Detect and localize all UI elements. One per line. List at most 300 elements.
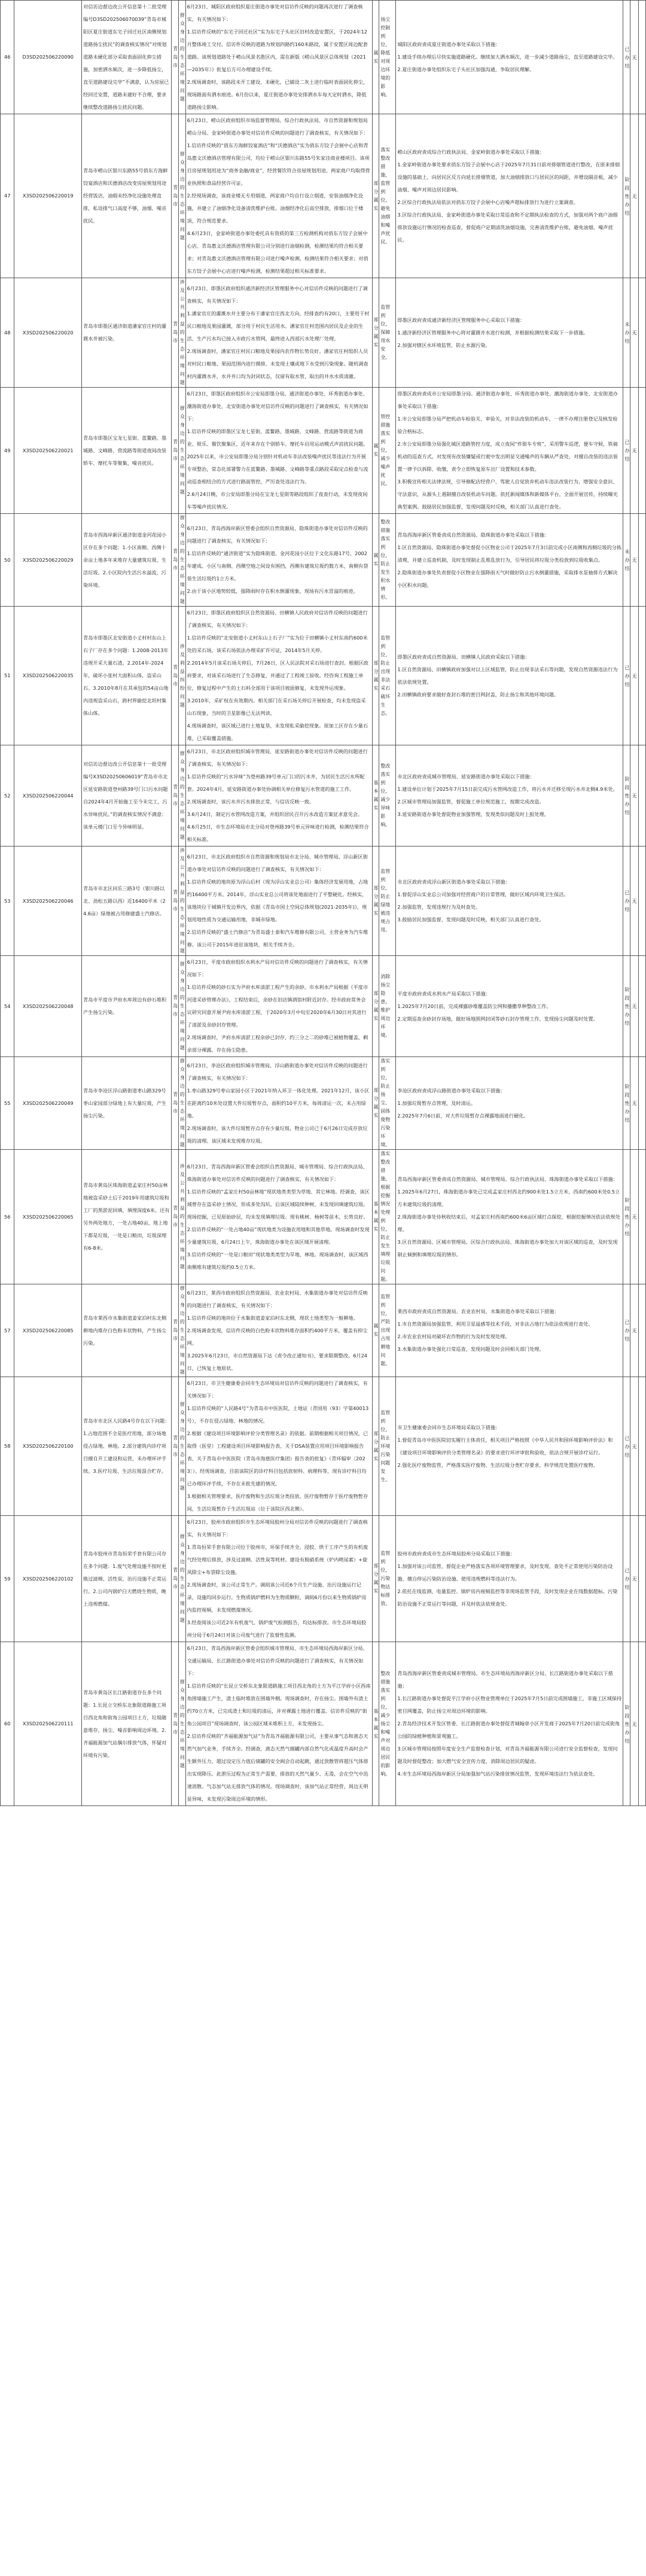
paragraph: 2.区综合行政执法局依法对俏东方饺子会展中心店噪声超标排放行为进行立案调查。 xyxy=(397,199,578,205)
row-number: 57 xyxy=(1,1284,14,1377)
paragraph: 3.经查阅该公司近2年有机废气、锅炉废气检测报告，均达标排放。市生态环境局胶州分局于6月24日对该公司废气进行了监督性监测。 xyxy=(187,1619,367,1638)
paragraph: 市北区政府责成城市管理局、延安路街道办事处采取以下措施： xyxy=(397,774,535,780)
rectification-measures xyxy=(396,1516,623,1642)
case-id: X3SD202506220049 xyxy=(14,1057,82,1150)
paragraph: 2.现场调查时，该公司正常生产。调阅该公司近6个月生产设施、治污设施运行记录，设施均同步运行。生物质锅炉燃料为生物质颗粒，调阅6月份以来生物质锅炉房内监控视频，未发现燃煤情况。 xyxy=(187,1582,367,1613)
investigation-result xyxy=(185,1,372,114)
case-id: X3SD202506220102 xyxy=(14,1516,82,1642)
issue-type-cell: 群众身边的生态环境问题 xyxy=(178,1,185,114)
extra-column-cell xyxy=(639,1284,646,1377)
verification-cell: 部分属实 xyxy=(372,1377,379,1516)
row-number: 47 xyxy=(1,114,14,278)
issue-description: 青岛市市北区同乐三路3号（银川路以北、劲松五路以西）近16400平米（24.6亩）绿地被占用修建盛士汽修店。 xyxy=(82,847,172,956)
rectification-measures xyxy=(396,745,623,847)
paragraph: 3.信访件反映的“一处是口粮田”现状地类类型为旱地、林地。现场调查时，该区域西南侧堆有建筑垃圾约0.5立方米。 xyxy=(187,1251,368,1270)
table-row xyxy=(1,278,646,388)
paragraph: 2.依托在线监测、电量监控、锅炉房内视频监控等非现场监管手段，及时发现企业在线数据超标、污染防治设施不正常运行等问题，并及时依法依规查处。 xyxy=(397,1588,618,1607)
completion-status: 已办结 xyxy=(623,847,630,956)
paragraph: 6月23日，市北区政府组织城市管理局、延安路街道办事处对信访件反映的问题进行了调查核实，有关情况如下： xyxy=(187,748,368,767)
paragraph: 1.区自然资源局、隐珠街道办事处督促小区物业公司于2025年7月3日前完成小区南侧和西侧垃圾的分拣清理，并建立巡查机制，及时发现制止乱堆乱放行为，引导居民将垃圾分类投放到垃圾收集点。 xyxy=(397,544,622,563)
table-body xyxy=(1,1,646,1806)
city-cell: 青岛市 xyxy=(172,1377,179,1516)
completion-status: 阶段性办结 xyxy=(623,745,630,847)
paragraph: 1.督促青岛市中医医院切实履行主体责任，相关项目严格按照《中华人民共和国环境影响评价法》和《建设项目环境影响评价分类管理名录》的要求进行环评审批和验收，依法合规开展诊疗运行。 xyxy=(397,1436,613,1456)
paragraph: 1.信访件反映的“污水异味”为登州路39号单元门口的污水井，为居民生活污水所配套。2024年4月，延安路街道办事处协调相关单位修复污水管道的施工工作。 xyxy=(187,774,365,792)
issue-type-cell: 群众身边的生态环境问题 xyxy=(178,956,185,1057)
extra-column-cell xyxy=(639,278,646,388)
paragraph: 6月23日，市卫生健康委会同市生态环境局对信访件反映的问题进行了调查核实，有关情况如下： xyxy=(187,1380,368,1399)
case-id: X3SD202506220111 xyxy=(14,1642,82,1806)
completion-status: 未办结 xyxy=(623,278,630,388)
paragraph: 6月23日，城阳区政府组织夏庄街道办事处对信访件反映的问题再次进行了调查核实，有关情况如下： xyxy=(187,4,363,22)
extra-column-cell xyxy=(639,114,646,278)
accountability-cell: 无 xyxy=(630,847,639,956)
paragraph: 3.2010年，采矿权在有效期内。相关部门在采石场关停后开展检查，均未发现盗采山石现象，当时的卫星影像已无法判读。 xyxy=(187,698,366,716)
paragraph: 6月23日，青岛西海岸新区管委会组织自然资源局、隐珠街道办事处对信访件反映的问题进行了调查核实，有关情况如下： xyxy=(187,525,368,544)
expected-effect: 落实整改措施，监管到位，避免油烟和噪声扰民。 xyxy=(379,114,396,278)
expected-effect: 整改措施落实到位，减少扬尘和噪声对周边居民的影响。 xyxy=(379,1642,396,1806)
completion-status: 阶段性办结 xyxy=(623,1150,630,1284)
table-row xyxy=(1,1150,646,1284)
case-id: X3SD202506220035 xyxy=(14,607,82,745)
paragraph: 2.现场调查时，尹府水库清淤工程余砂已封存，约三分之二的砂堆已被植物覆盖，剩余部分裸露，存在扬尘隐患。 xyxy=(187,1034,368,1053)
paragraph: 1.建设单位计划于2025年7月15日前完成污水管网改造工作，将污水井迁移至现污水井北侧4.9米处。 xyxy=(397,786,618,792)
issue-description: 青岛市即墨区宝龙七星街、蓝鳌路、墨城路、文峰路、营流路等街道夜间改装轿车、摩托车等聚集，噪音扰民。 xyxy=(82,388,172,514)
table-row xyxy=(1,1377,646,1516)
verification-cell: 基本属实 xyxy=(372,1642,379,1806)
paragraph: 2.信访件反映的“盛士汽修店”为青岛盛士泰和汽车维修有限公司，主营业务为汽车维修。该公司于2015年进驻该地块，相关手续齐全。 xyxy=(187,929,368,948)
paragraph: 1.长江路街道办事处督促平江学府小区物业管理单位于2025年7月5日前完成围墙施工，非施工区域保持密目网覆盖，防止扬尘对周边环境的影响。 xyxy=(397,1695,622,1714)
accountability-cell: 无 xyxy=(630,1642,639,1806)
paragraph: 2.加强监管，发现违规行为及时查处。 xyxy=(397,904,481,910)
paragraph: 3.2025年6月23日，市自然资源局下达《责令改正通知书》，要求限期整改。6月24日，已恢复土地原状。 xyxy=(187,1352,368,1371)
completion-status: 未办结 xyxy=(623,514,630,607)
investigation-result xyxy=(185,514,372,607)
issue-description: 青岛市胶州市青岛恒荣手套有限公司存在多个问题：1.废气处理设施不按时更换过滤棉、活性炭，治污设施不正常运行。2.公司内锅炉白天燃烧生物质，晚上违规燃煤。 xyxy=(82,1516,172,1642)
paragraph: 2.根据《建设项目环境影响评价分类管理名录》的依据。前期根据相关项目情况，已取得（医堂）工程建设项目环境影响报告表、关于DSA装置应用项目环境影响报告表、关于青岛市中医医院（青岛市海慈医疗集团）报告表的批复》（青环辐审〔2023〕）。经现场调查，目前该院区的诊疗科目包括放射科、病理科等，现有诊疗科目均已办理环评手续，不存在未批先建的情况。 xyxy=(187,1430,368,1487)
completion-status: 阶段性办结 xyxy=(623,1057,630,1150)
completion-status: 已办结 xyxy=(623,1284,630,1377)
paragraph: 6月23日，李沧区政府组织城市管理局、浮山路街道办事处对信访件反映的问题进行了调查核实，有关情况如下： xyxy=(187,1062,368,1081)
investigation-result xyxy=(185,1642,372,1806)
accountability-cell: 无 xyxy=(630,745,639,847)
paragraph: 2.市农业农村局对破坏农作物的行为及时发现处理。 xyxy=(397,1333,510,1339)
completion-status: 已办结 xyxy=(623,1377,630,1516)
case-id: X3SD202506220021 xyxy=(14,388,82,514)
paragraph: 平度市政府责成水利水产局采取以下措施： xyxy=(397,990,490,997)
paragraph: 2.2025年7月6日前，对大件垃圾暂存点裸露地面进行硬化。 xyxy=(397,1112,529,1119)
city-cell: 青岛市 xyxy=(172,847,179,956)
city-cell: 青岛市 xyxy=(172,278,179,388)
issue-description: 对信访边督边改公开信息第十一批受理编号X3SD20250606019“青岛市市北区延安路街道登州路39号门口污水问题自2024年4月开始施工至今未完工，污水异味扰民。”的调查核实情况不满意：该单元楼门口至今异味明显。 xyxy=(82,745,172,847)
investigation-result xyxy=(185,607,372,745)
paragraph: 3.积极宣传相关法律法规，引导修配店经营户、驾驶人自觉放弃机动车违法改装行为，增强安全意识、守法意识，从源头上遏制擅自改装机动车问题。依托新闻媒体和新媒体平台，全面开展宣传，持续曝光典型案例。鼓励居民加强监督，发现问题及时反映，相关部门认真进行查处。 xyxy=(397,479,618,510)
paragraph: 6月23日，青岛西海岸新区管委会组织城市管理局、市生态环境局西海岸新区分局、交通运输局、长江路街道办事处对信访件反映的问题进行了调查核实，有关情况如下： xyxy=(187,1645,368,1676)
case-id: X3SD202506220085 xyxy=(14,1284,82,1377)
paragraph: 1.区自然资源局、田横镇政府加强对以上区域监管，防止出现非法采石等问题，发现自然资源违法行为依法依规处置。 xyxy=(397,666,618,685)
extra-column-cell xyxy=(639,514,646,607)
investigation-result xyxy=(185,1150,372,1284)
accountability-cell: 无 xyxy=(630,514,639,607)
paragraph: 1.信访件反映的“俏东方海鲜饺宴酒店”和“沃德酒店”实为俏东方饺子会展中心店和青岛惠文沃德酒店管理有限公司，均位于崂山区银川东路55号朱家洼商业楼项目。该项目房屋规划用途为“商务金融/商业”，经营餐饮符合房屋规划用途。两家商户均取得营业执照和食品经营许可证。 xyxy=(187,142,370,186)
rectification-measures xyxy=(396,1377,623,1516)
extra-column-cell xyxy=(639,1,646,114)
city-cell: 青岛市 xyxy=(172,1642,179,1806)
paragraph: 即墨区政府责成自然资源局、田横镇人民政府采取以下措施： xyxy=(397,653,530,660)
paragraph: 1.督促浮山实业总公司加强对经营商户的日常管理，做好区域内环境卫生保洁。 xyxy=(397,891,569,897)
city-cell: 青岛市 xyxy=(172,1057,179,1150)
paragraph: 2.田横镇政府要求做好查封石堆的密目网封盖，防止扬尘和其他环境问题。 xyxy=(397,691,559,698)
paragraph: 3.鼓励居民加强监督，发现问题及时反映，相关部门认真进行查处。 xyxy=(397,916,544,922)
paragraph: 6月23日，崂山区政府组织市场监督管理局、综合行政执法局、市自然资源和规划局崂山分局、金家岭街道办事处对信访件反映的问题进行了调查核实，有关情况如下： xyxy=(187,117,368,136)
extra-column-cell xyxy=(639,1377,646,1516)
investigation-result xyxy=(185,956,372,1057)
paragraph: 3.区城市管理局按照年度安全生产监督检查计划，对青岛齐福能源有限公司进行安全监督检查，发现问题及时督促整改；加大燃气安全宣传力度，消除周边居民的疑虑。 xyxy=(397,1746,618,1764)
issue-type-cell: 群众身边的生态环境问题 xyxy=(178,114,185,278)
table-row xyxy=(1,1057,646,1150)
verification-cell: 部分属实 xyxy=(372,278,379,388)
city-cell: 青岛市 xyxy=(172,1284,179,1377)
paragraph: 1.市公安局即墨分局严把机动车检验关、审验关，对非法改装的机动车，一律不办理注册登记及核发检验合格标志。 xyxy=(397,416,618,434)
row-number: 48 xyxy=(1,278,14,388)
paragraph: 3.水集街道办事处强化日常巡查，发现问题及时会同相关部门处理。 xyxy=(397,1346,544,1352)
row-number: 53 xyxy=(1,847,14,956)
verification-cell: 基本属实 xyxy=(372,1150,379,1284)
issue-type-cell: 涉及公共利益的生态环境问题 xyxy=(178,278,185,388)
expected-effect: 落实到位，防止扬尘、固体废物污染环境。 xyxy=(379,1057,396,1150)
paragraph: 2.青岛经济技术开发区管委、长江路街道办事处督促青城翰章小区开发商于2025年7月20日前完成街角公园的绿植种植和景观施工。 xyxy=(397,1721,620,1739)
paragraph: 1.建设手续办理后尽快实施道路硬化。继续加大洒水频次，进一步减少道路扬尘，直至道路建设完毕。 xyxy=(397,54,618,60)
investigation-result xyxy=(185,114,372,278)
accountability-cell: 无 xyxy=(630,1516,639,1642)
extra-column-cell xyxy=(639,847,646,956)
investigation-result xyxy=(185,745,372,847)
issue-description: 青岛市黄岛区珠海街道孟家庄村50亩林地被盗采砂土后于2019年用建筑垃圾和工厂的黑淤泥回填，填埋深度6米。还有另外两处地方，一处占地40亩，地上地下都是垃圾，一处是口粮田，垃圾深埋有6-8米。 xyxy=(82,1150,172,1284)
paragraph: 1.信访件反映的地块原为浮山后村（现为浮山实业总公司）集体经济发展用地，占地约16400平方米。2014年，浮山实业总公司将该处地面进行了平整硬化。经核实，该地块位于城镇开发边界内，依据《青岛市国土空间总体规划(2021-2035年)》，规划用地性质为交通运输用地，非城市绿地。 xyxy=(187,879,368,922)
extra-column-cell xyxy=(639,388,646,514)
paragraph: 1.加强对该公司监管，督促企业严格落实各项环境管理要求，及时发现、查处不正常使用污染防治设施、擅自停运污染防治设施、使用违规燃料等违法行为。 xyxy=(397,1563,613,1582)
paragraph: 2.现场调查时，该路段未开工建设、未硬化，已铺设二灰土进行临时表面固化抑尘，现场路面有洒水痕迹。6月份以来，夏庄街道办事处安排洒水车每天定时洒水，降低道路扬尘影响。 xyxy=(187,79,368,110)
row-number: 46 xyxy=(1,1,14,114)
table-row xyxy=(1,1516,646,1642)
rectification-measures xyxy=(396,278,623,388)
paragraph: 1.信访件反映的“通济街道”实为隐珠街道，金河花园小区位于文化东路17号，2002年建成。小区与南侧、西侧空地之间设有围挡，西侧有建筑垃圾约数方米，南侧有袋装生活垃圾约1立方米。 xyxy=(187,550,368,581)
issue-description: 青岛市即墨区通济街道潘家官庄村的灌溉水井被污染。 xyxy=(82,278,172,388)
city-cell: 青岛市 xyxy=(172,1516,179,1642)
case-id: X3SD202506220019 xyxy=(14,114,82,278)
city-cell: 青岛市 xyxy=(172,514,179,607)
completion-status: 已办结 xyxy=(623,388,630,514)
completion-status: 阶段性办结 xyxy=(623,114,630,278)
investigation-result xyxy=(185,1057,372,1150)
paragraph: 崂山区政府责成综合行政执法局、金家岭街道办事处采取以下措施： xyxy=(397,148,545,155)
row-number: 50 xyxy=(1,514,14,607)
paragraph: 6月23日，市北区政府组织市自然资源和规划局市北分局、城市管理局、浮山新区街道办事处对信访件反映的问题进行了调查核实，有关情况如下： xyxy=(187,854,368,872)
paragraph: 2.由于该小区地势较低，强降雨时存在积水倒灌现象，现场有污水冒溢的痕迹。 xyxy=(187,588,358,594)
accountability-cell: 无 xyxy=(630,1150,639,1284)
row-number: 59 xyxy=(1,1516,14,1642)
paragraph: 2.现场调查时，该污水井污水排放正常，与信访反映一致。 xyxy=(187,799,315,805)
issue-description: 青岛市市北区人民路4号存在以下问题：1.占地范围不全是医疗用地，部分场地侵占绿地、林地。2.部分建筑内诊疗项目擅自开工建设和运营，未办理环评手续。3.医疗垃圾、生活垃圾混合贮存。 xyxy=(82,1377,172,1516)
accountability-cell: 无 xyxy=(630,1284,639,1377)
paragraph: 1.信访件反映的砂石实为尹府水库清淤工程产生的余砂。市水利水产局根据《平度市河道采砂管理办法》，工程结束后，余砂在旧店镇酒馆村附近封存。经市政府常务会议研究同意开展尹府水库清淤工程，于2020年3月中旬至2020年6月30日对其进行了清淤及余砂封存管理。 xyxy=(187,984,368,1028)
paragraph: 3.区自然资源局、区城市管理局、区综合行政执法局、珠海街道办事处加大对该区域的巡查，及时发现制止倾倒和填埋垃圾的情形。 xyxy=(397,1238,618,1257)
extra-column-cell xyxy=(639,1057,646,1150)
accountability-cell: 无 xyxy=(630,1,639,114)
issue-description: 青岛市莱西市水集街道姜家泊村东北侧耕地内堆存白色粉末状物料，产生扬尘污染。 xyxy=(82,1284,172,1377)
expected-effect: 监管到位，保障用水安全。 xyxy=(379,278,396,388)
extra-column-cell xyxy=(639,1516,646,1642)
extra-column-cell xyxy=(639,607,646,745)
paragraph: 市北区政府责成浮山新区街道办事处采取以下措施： xyxy=(397,879,510,885)
paragraph: 4.6月25日，市生态环境局市北分局对登州路39号单元异味进行检测，检测结果符合相关标准。 xyxy=(187,824,369,842)
issue-type-cell: 群众身边的生态环境问题 xyxy=(178,1057,185,1150)
paragraph: 2.市公安局即墨分局强化城区道路管控力度，成立夜间“炸街车专班”，采用警车巡逻，便车守候，铁骑机动的巡查方式，对发现有改装嫌疑或行驶中发出明显交通噪声的车辆从严查处，对擅自改装的违法装置一律予以拆除、收缴，责令立即恢复原车出厂设置和技术参数。 xyxy=(397,441,618,472)
expected-effect: 监管到位，污染物达标排放。 xyxy=(379,1516,396,1642)
rectification-measures xyxy=(396,847,623,956)
row-number: 51 xyxy=(1,607,14,745)
extra-column-cell xyxy=(639,1642,646,1806)
table-row xyxy=(1,388,646,514)
paragraph: 市卫生健康委会同市生态环境局采取以下措施： xyxy=(397,1424,501,1430)
issue-type-cell: 群众身边的生态环境问题 xyxy=(178,1516,185,1642)
paragraph: 1.金家岭街道办事处要求俏东方饺子会展中心店于2025年7月31日前对排烟管道进行整改，在原来排烟设施的基础上，向居民区反方向延长排烟管道，加大油烟排放口与居民区的间距，并增设隔音板，减少油烟、噪声对周边居民影响。 xyxy=(397,161,620,193)
paragraph: 3.延安路街道办事处督促物业加强管理，发现类似问题及时上报处理。 xyxy=(397,811,549,817)
paragraph: 2.现场调查发现，信访件反映的白色粉末状物料堆存面积约400平方米，覆盖有抑尘网。 xyxy=(187,1327,368,1346)
rectification-measures xyxy=(396,1642,623,1806)
issue-description: 青岛市西海岸新区通济街道金河花园小区存在多个问题：1.小区南侧、西侧十余亩土地多年来堆存大量建筑垃圾、生活垃圾。2.小区院内生活污水溢流，污染环境。 xyxy=(82,514,172,607)
paragraph: 4.市生态环境局西海岸新区分局加强加气站污染排放情况监管，发现环境违法行为依法查处。 xyxy=(397,1771,598,1777)
expected-effect: 监管到位，防止出现非法采石破坏生态。 xyxy=(379,607,396,745)
case-id: X3SD202506220046 xyxy=(14,847,82,956)
paragraph: 1.信访件反映的“北安街道小丈村东山上石子厂”实为位于田横镇小丈村东南约600米处的采石场，该采石场依法办理采矿许可证，2014年5月关停。 xyxy=(187,635,368,653)
paragraph: 2.珠海街道办事处待秋收结束后，对孟家庄村西南约600米6亩区域打点探挖，根据挖掘情况依法依规处理。 xyxy=(397,1213,620,1232)
issue-type-cell: 涉及公共利益的生态环境问题 xyxy=(178,1150,185,1284)
paragraph: 4.6月23日，金家岭街道办事处委托具有资质的第三方检测机构对俏东方饺子会展中心店、青岛惠文沃德酒店管理有限公司分别进行油烟检测，检测结果均符合相关要求；对青岛惠文沃德酒店管理有限公司进行噪声检测，检测结果符合相关要求；对俏东方饺子会展中心店进行噪声检测，检测结果超过相关标准要求。 xyxy=(187,230,368,274)
case-id: D3SD202506220090 xyxy=(14,1,82,114)
table-row xyxy=(1,847,646,956)
paragraph: 2.加强对辖区水环境监管，防止水源污染。 xyxy=(397,342,490,348)
rectification-measures xyxy=(396,1057,623,1150)
verification-cell: 部分属实 xyxy=(372,1516,379,1642)
paragraph: 1.加强垃圾暂存点管理，及时清运。 xyxy=(397,1100,476,1106)
paragraph: 1.2025年6月27日，珠海街道办事处已完成孟家庄村西北约900米处1.5立方米、西南约600米处0.5立方米建筑垃圾的清理。 xyxy=(397,1188,620,1207)
verification-cell: 属实 xyxy=(372,1284,379,1377)
paragraph: 胶州市政府责成市生态环境局胶州分局采取以下措施： xyxy=(397,1550,515,1557)
row-number: 52 xyxy=(1,745,14,847)
table-row xyxy=(1,1642,646,1806)
table-row xyxy=(1,514,646,607)
issue-description: 青岛市即墨区北安街道小丈村村东山上石子厂存在多个问题：1.2008-2013年违规开采大量石渣。2.2014年-2024年，破坏小张村大面积山体，盗采山石。3.2010年8月在其承包的54亩山地内违规盗采山石，跨村界偷挖北坦村集体山体。 xyxy=(82,607,172,745)
paragraph: 6月23日，莱西市政府组织自然资源局、农业农村局、水集街道办事处对信访件反映的问题进行了调查核实，有关情况如下： xyxy=(187,1289,368,1308)
verification-cell: 部分属实 xyxy=(372,607,379,745)
completion-status: 已办结 xyxy=(623,607,630,745)
expected-effect: 管控措施落实到位，减少噪声扰民。 xyxy=(379,388,396,514)
case-id: X3SD202506220020 xyxy=(14,278,82,388)
paragraph: 2.现场调查时，潘家官庄村民口粮地及果园内农作物长势良好。潘家官庄村组织人员对村民口粮地、果园范围内进行摸排，未发现土壤或地下水受到污染现象。随机调查村内灌溉水井，水井井口均为封闭状态，仅留有取水管，取出的井水水质清澈。 xyxy=(187,348,368,379)
expected-effect: 监管到位，严防出现占用耕地问题。 xyxy=(379,1284,396,1377)
row-number: 56 xyxy=(1,1150,14,1284)
verification-cell: 部分属实 xyxy=(372,1057,379,1150)
rectification-measures xyxy=(396,1284,623,1377)
accountability-cell: 无 xyxy=(630,607,639,745)
paragraph: 4.现场调查时，该区域已进行土地复垦，未发现私采偷挖现象。原加工区存在少量石堆，已采取覆盖措施。 xyxy=(187,723,368,741)
issue-description: 青岛市平度市尹府水库周边有砂石堆积产生扬尘污染。 xyxy=(82,956,172,1057)
row-number: 49 xyxy=(1,388,14,514)
rectification-measures xyxy=(396,388,623,514)
paragraph: 1.信访件反映的地块位于水集街道姜家泊村东北侧，现状土地类型为一般耕地。 xyxy=(187,1314,358,1321)
paragraph: 6月23日，胶州市政府组织市生态环境局胶州分局对信访件反映的问题进行了调查核实，有关情况如下： xyxy=(187,1519,368,1537)
verification-cell: 属实 xyxy=(372,1,379,114)
issue-type-cell: 涉及利益纠纷问题 xyxy=(178,607,185,745)
completion-status: 已办结 xyxy=(623,1,630,114)
rectification-measures xyxy=(396,1,623,114)
rectification-measures xyxy=(396,114,623,278)
table-row xyxy=(1,745,646,847)
paragraph: 6月23日，平度市政府组织水利水产局对信访件反映的问题进行了调查核实，有关情况如下： xyxy=(187,959,368,978)
extra-column-cell xyxy=(639,1150,646,1284)
issue-type-cell: 群众身边的生态环境问题 xyxy=(178,1284,185,1377)
row-number: 54 xyxy=(1,956,14,1057)
expected-effect: 扬尘控制到位，降低对周边环境的影响。 xyxy=(379,1,396,114)
city-cell: 青岛市 xyxy=(172,388,179,514)
paragraph: 6月23日，即墨区政府组织通济新经济区管理服务中心对信访件反映的问题进行了调查核实，有关情况如下： xyxy=(187,285,368,304)
completion-status: 阶段性办结 xyxy=(623,1642,630,1806)
city-cell: 青岛市 xyxy=(172,114,179,278)
investigation-result xyxy=(185,847,372,956)
city-cell: 青岛市 xyxy=(172,607,179,745)
paragraph: 2.隐珠街道办事处负责督促小区物业在强降雨天气时做好防止污水倒灌措施，采取排水泵抽排方式解决小区积水问题。 xyxy=(397,569,618,588)
table-row xyxy=(1,956,646,1057)
verification-cell: 部分属实 xyxy=(372,956,379,1057)
paragraph: 3.区综合行政执法局、金家岭街道办事处采取日常巡查和不定期执法检查的方式，加强对两个商户油烟排放设施运行情况的检查巡查，督促商户定期清洗油烟设施，完善清洗维护台账，避免油烟、噪声扰民。 xyxy=(397,211,618,243)
case-id: X3SD202506220048 xyxy=(14,956,82,1057)
table-row xyxy=(1,1284,646,1377)
paragraph: 2.强化医疗废物监管，严格落实医疗废物、生活垃圾分类贮存要求，科学规范处置医疗废物。 xyxy=(397,1461,598,1468)
paragraph: 城阳区政府责成夏庄街道办事处采取以下措施： xyxy=(397,41,501,47)
accountability-cell: 无 xyxy=(630,388,639,514)
investigation-result xyxy=(185,388,372,514)
expected-effect: 整改落实到位，减少异味影响。 xyxy=(379,745,396,847)
paragraph: 2.定期巡查余砂封存场地，做好场地围网封闭等砂石封存管理工作，发现扬尘问题及时处置。 xyxy=(397,1015,598,1022)
paragraph: 2.信访件反映的“齐福能源加气站”为青岛齐福能源有限公司，主要从事气态和液态天然气加气业务，手续齐全。经调查，液态天然气储罐内部自然气化或温度升高时会产生额外压力，超过设定压力值后储罐的安全阀会自动起跳，通过放散管将超压气体排出实现降压。此泄压过程为正常生产需要，排放的天然气量少、无毒，会在空气中迅速消散。气态加气站无排放气体的情况。现场调查时，该加气站正常经营，周边无明显异味，未发现污染周边环境的情形。 xyxy=(187,1733,368,1802)
issue-type-cell: 群众身边的生态环境问题 xyxy=(178,745,185,847)
completion-status: 已办结 xyxy=(623,1516,630,1642)
investigation-result xyxy=(185,1284,372,1377)
expected-effect: 整改措施落实到位，防止发生积水情形。 xyxy=(379,514,396,607)
issue-description: 青岛市黄岛区长江路街道存在多个问题：1.长昆立交桥东北象限道路施工项目西北角和街角公园项目土方，垃圾随意堆存，扬尘、噪音影响周边环境。2.齐福能源加气站偶尔排放气体，怀疑对环境有污染。 xyxy=(82,1642,172,1806)
investigation-result xyxy=(185,278,372,388)
paragraph: 即墨区政府责成市公安局即墨分局、通济街道办事处、环秀街道办事处、潮海街道办事处、北安街道办事处采取以下措施： xyxy=(397,391,618,409)
issue-description: 青岛市崂山区银川东路55号俏东方海鲜饺宴酒店和沃德酒店改变房屋规划用途经营饭店，油烟未经净化设施处理直排，私设排气口高度不够，油烟、噪音扰民。 xyxy=(82,114,172,278)
paragraph: 青岛西海岸新区管委责成自然资源局、城市管理局、综合行政执法局、珠海街道办事处采取以下措施： xyxy=(397,1176,618,1182)
issue-description: 青岛市李沧区浮山路街道枣山路329号枣山家园部分绿地上有大量垃圾，产生扬尘污染。 xyxy=(82,1057,172,1150)
table-row xyxy=(1,114,646,278)
accountability-cell: 无 xyxy=(630,1057,639,1150)
investigation-result xyxy=(185,1377,372,1516)
expected-effect: 消除扬尘隐患，维护周边环境。 xyxy=(379,956,396,1057)
paragraph: 3.根据相关管理要求，医疗废物和生活垃圾分类投放。医疗废物暂存于医疗废物暂存间，生活垃圾暂存于生活垃圾站（位于该院区西北侧）。 xyxy=(187,1493,368,1512)
case-id: X3SD202506220100 xyxy=(14,1377,82,1516)
paragraph: 2.现场调查时，该大件垃圾暂存点存有少量垃圾，物业公司已于6月26日完成存放垃圾的清理。该区域未发现堆存垃圾。 xyxy=(187,1125,368,1144)
city-cell: 青岛市 xyxy=(172,1150,179,1284)
verification-cell: 部分属实 xyxy=(372,114,379,278)
table-row xyxy=(1,607,646,745)
issue-type-cell: 涉及公共利益的生态环境问题 xyxy=(178,847,185,956)
paragraph: 1.2025年7月20日前，完成裸露砂堆覆盖防尘网和播撒草种整改工作。 xyxy=(397,1003,551,1009)
paragraph: 1.信访件反映的“人民路4号”为青岛市中医医院，土地证（青国用（93）字第40013号），不存在侵占绿地、林地的情况。 xyxy=(187,1405,369,1424)
accountability-cell: 无 xyxy=(630,956,639,1057)
paragraph: 2.2014年5月该采石场关停后，7月26日，区人民法院对采石场进行查封。根据区政府要求，对该采石场进行了生态修复，并通过了工程竣工验收。经咨询工程施工单位，修复过程中产生的土石料全部用于该项目坡面修复，未发现外运现象。 xyxy=(187,660,368,691)
paragraph: 青岛西海岸新区管委责成自然资源局、隐珠街道办事处采取以下措施： xyxy=(397,531,550,538)
paragraph: 即墨区政府责成通济新经济区管理服务中心采取以下措施： xyxy=(397,316,525,323)
rectification-measures xyxy=(396,514,623,607)
investigation-result xyxy=(185,1516,372,1642)
case-id: X3SD202506220029 xyxy=(14,514,82,607)
paragraph: 莱西市政府责成自然资源局、农业农村局、水集街道办事处采取以下措施： xyxy=(397,1308,559,1314)
paragraph: 2.夏庄街道办事处组织东宅子头社区加强沟通，争取居民理解。 xyxy=(397,66,535,72)
paragraph: 1.市自然资源局加强监管，利用卫星遥感等技术手段，对非法占地行为依法依规进行查处。 xyxy=(397,1321,593,1327)
accountability-cell: 无 xyxy=(630,278,639,388)
issue-type-cell: 群众身边的生态环境问题 xyxy=(178,1642,185,1806)
paragraph: 1.信访件反映的“东宅子回迁社区”实为东宅子头社区旧村改造安置区，于2024年12月整体竣工交付。信访件反映的道路为规划四路约160米路段，属于安置区周边配套道路。该规划道路处于崂山风景名胜区内，需在新版《崂山风景区总体规划（2021—2035年）》批复后方可办理建设手续。 xyxy=(187,29,368,72)
city-cell: 青岛市 xyxy=(172,745,179,847)
accountability-cell: 无 xyxy=(630,1377,639,1516)
paragraph: 2.信访件反映的“一处占地40亩”现状地类为设施农用地和其他草地。现场调查时发现少量建筑垃圾，6月24日上午，珠海街道办事处在该区域开展清理。 xyxy=(187,1226,370,1245)
paragraph: 1.通济新经济区管理服务中心将对灌溉井水进行检测，并根据检测结果采取下一步措施。 xyxy=(397,329,589,336)
case-id: X3SD202506220065 xyxy=(14,1150,82,1284)
table-row xyxy=(1,1,646,114)
completion-status: 阶段性办结 xyxy=(623,956,630,1057)
paragraph: 李沧区政府责成浮山路街道办事处采取以下措施： xyxy=(397,1087,505,1094)
paragraph: 青岛西海岸新区管委责成城市管理局、市生态环境局西海岸新区分局、长江路街道办事处采取以下措施： xyxy=(397,1670,613,1689)
expected-effect: 监管到位，防止环境污染问题发生。 xyxy=(379,1377,396,1516)
rectification-measures xyxy=(396,956,623,1057)
paragraph: 1.信访件反映的“孟家庄村50亩林地”现状地类类型为草地、其它林地。经调查，该区域曾存在盗采砂土情况，形成多处沟坑。后该区域陆续种树，未发现回填建筑垃圾。现场挖掘，已见原始砂层，均未发现填埋垃圾。现有桃树、杨树等苗木，长势良好。 xyxy=(187,1188,370,1220)
paragraph: 6月23日，青岛西海岸新区管委会组织自然资源局、城市管理局、综合行政执法局、珠海街道办事处对信访件反映的问题进行了调查核实，有关情况如下： xyxy=(187,1163,368,1182)
paragraph: 2.经现场调查，该商业楼无专用烟道，两家商户均自行设立烟道，安装油烟净化设施，并建立了油烟净化设备清洗维护台账。油烟经净化后高空排放，排烟口位于楼顶，符合规范要求。 xyxy=(187,193,364,224)
paragraph: 2.6月24日晚，市公安局即墨分局在宝龙七星街等路段组织了夜查行动，未发现夜间车等噪声扰民情况。 xyxy=(187,491,368,510)
case-id: X3SD202506220044 xyxy=(14,745,82,847)
city-cell: 青岛市 xyxy=(172,956,179,1057)
paragraph: 6月23日，即墨区政府组织区自然资源局、田横镇人民政府对信访件反映的问题进行了调查核实，有关情况如下： xyxy=(187,610,368,628)
city-cell: 青岛市 xyxy=(172,1,179,114)
verification-cell: 基本属实 xyxy=(372,745,379,847)
extra-column-cell xyxy=(639,956,646,1057)
row-number: 55 xyxy=(1,1057,14,1150)
verification-cell: 属实 xyxy=(372,388,379,514)
issue-type-cell: 群众身边的生态环境问题 xyxy=(178,388,185,514)
paragraph: 2.区城市管理局加强监管，督促施工单位规范施工，按期完成改造。 xyxy=(397,799,544,805)
paragraph: 3.6月24日，制定污水管网改造方案，并组织居民召开污水改造方案征求意见会。 xyxy=(187,811,363,817)
issue-type-cell: 群众身边的生态环境问题 xyxy=(178,1377,185,1516)
paragraph: 1.潘家官庄的灌溉水井主要分布于潘家官庄西北方向，经排查约有20口，主要用于村民口粮地及果园灌溉，部分用于村民生活用水。潘家官庄村范围内居民及企业的生活、生产污水均已接入市政污水管网，最终进入西部污水处理厂处理。 xyxy=(187,310,370,342)
paragraph: 1.信访件反映的即墨区宝龙七星街、蓝鳌路、墨城路、文峰路、营流路等街道为商业、娱乐、餐饮聚集区，近年来存在个别轿车、摩托车启用运动模式声浪扰民问题。2025年以来，市公安局即墨分局分别针对机动车非法改装噪声扰民等违法行为开展专项整治，常态化部署警力在蓝鳌路、墨城路、文峰路等重点路段采取定点检查与流动巡查相结合的方式进行路面管控，严厉查处违法行为。 xyxy=(187,428,368,485)
extra-column-cell xyxy=(639,745,646,847)
rectification-measures xyxy=(396,1150,623,1284)
paragraph: 6月23日，即墨区政府组织市公安局即墨分局、通济街道办事处、环秀街道办事处、潮海街道办事处、北安街道办事处对信访件反映的问题进行了调查核实，有关情况如下： xyxy=(187,391,368,422)
issue-type-cell: 群众身边的生态环境问题 xyxy=(178,514,185,607)
paragraph: 1.青岛恒荣手套有限公司位于胶州市，环保手续齐全。浸胶、烘干工序产生的有机废气经处理后排放，涉及过滤棉、活性炭等耗材。建设有脱硝系统（炉内喷尿素）+旋风除尘+布袋除尘设施。 xyxy=(187,1544,368,1575)
paragraph: 1.信访件反映的“长昆立交桥东北象限道路施工项目西北角的土方为平江学府小区西南角围墙施工产生，渣土临时堆放在围墙外侧。现场调查时，存在扬尘。围墙外有渣土约70立方米，已完成渣土和垃圾的清运，并对裸露土地进行覆盖。信访件反映的“街角公园项目”现场调查时，该公园区域未堆积土方，未发现扬尘。 xyxy=(187,1683,371,1727)
expected-effect: 落实整改措施，根据挖掘情况处理到位，防止发生填埋垃圾问题。 xyxy=(379,1150,396,1284)
verification-cell: 部分属实 xyxy=(372,847,379,956)
issue-description: 对信访边督边改公开信息第十二批受理编号D3SD202506070039“青岛市城阳区夏庄街道东宅子回迁社区南侧规划道路扬尘扰民”的调查核实情况”对规划道路未硬化部分采取表面固化抑尘措施，加密洒水频次，进一步降低扬尘，直至道路建设完毕”不满意，认为房屋已经回迁安置，道路未建好不合理，要求继续整改道路扬尘扰民问题。 xyxy=(82,1,172,114)
expected-effect: 监管到位，防止绿地被违规占用。 xyxy=(379,847,396,956)
verification-cell: 属实 xyxy=(372,514,379,607)
row-number: 58 xyxy=(1,1377,14,1516)
rectification-measures xyxy=(396,607,623,745)
